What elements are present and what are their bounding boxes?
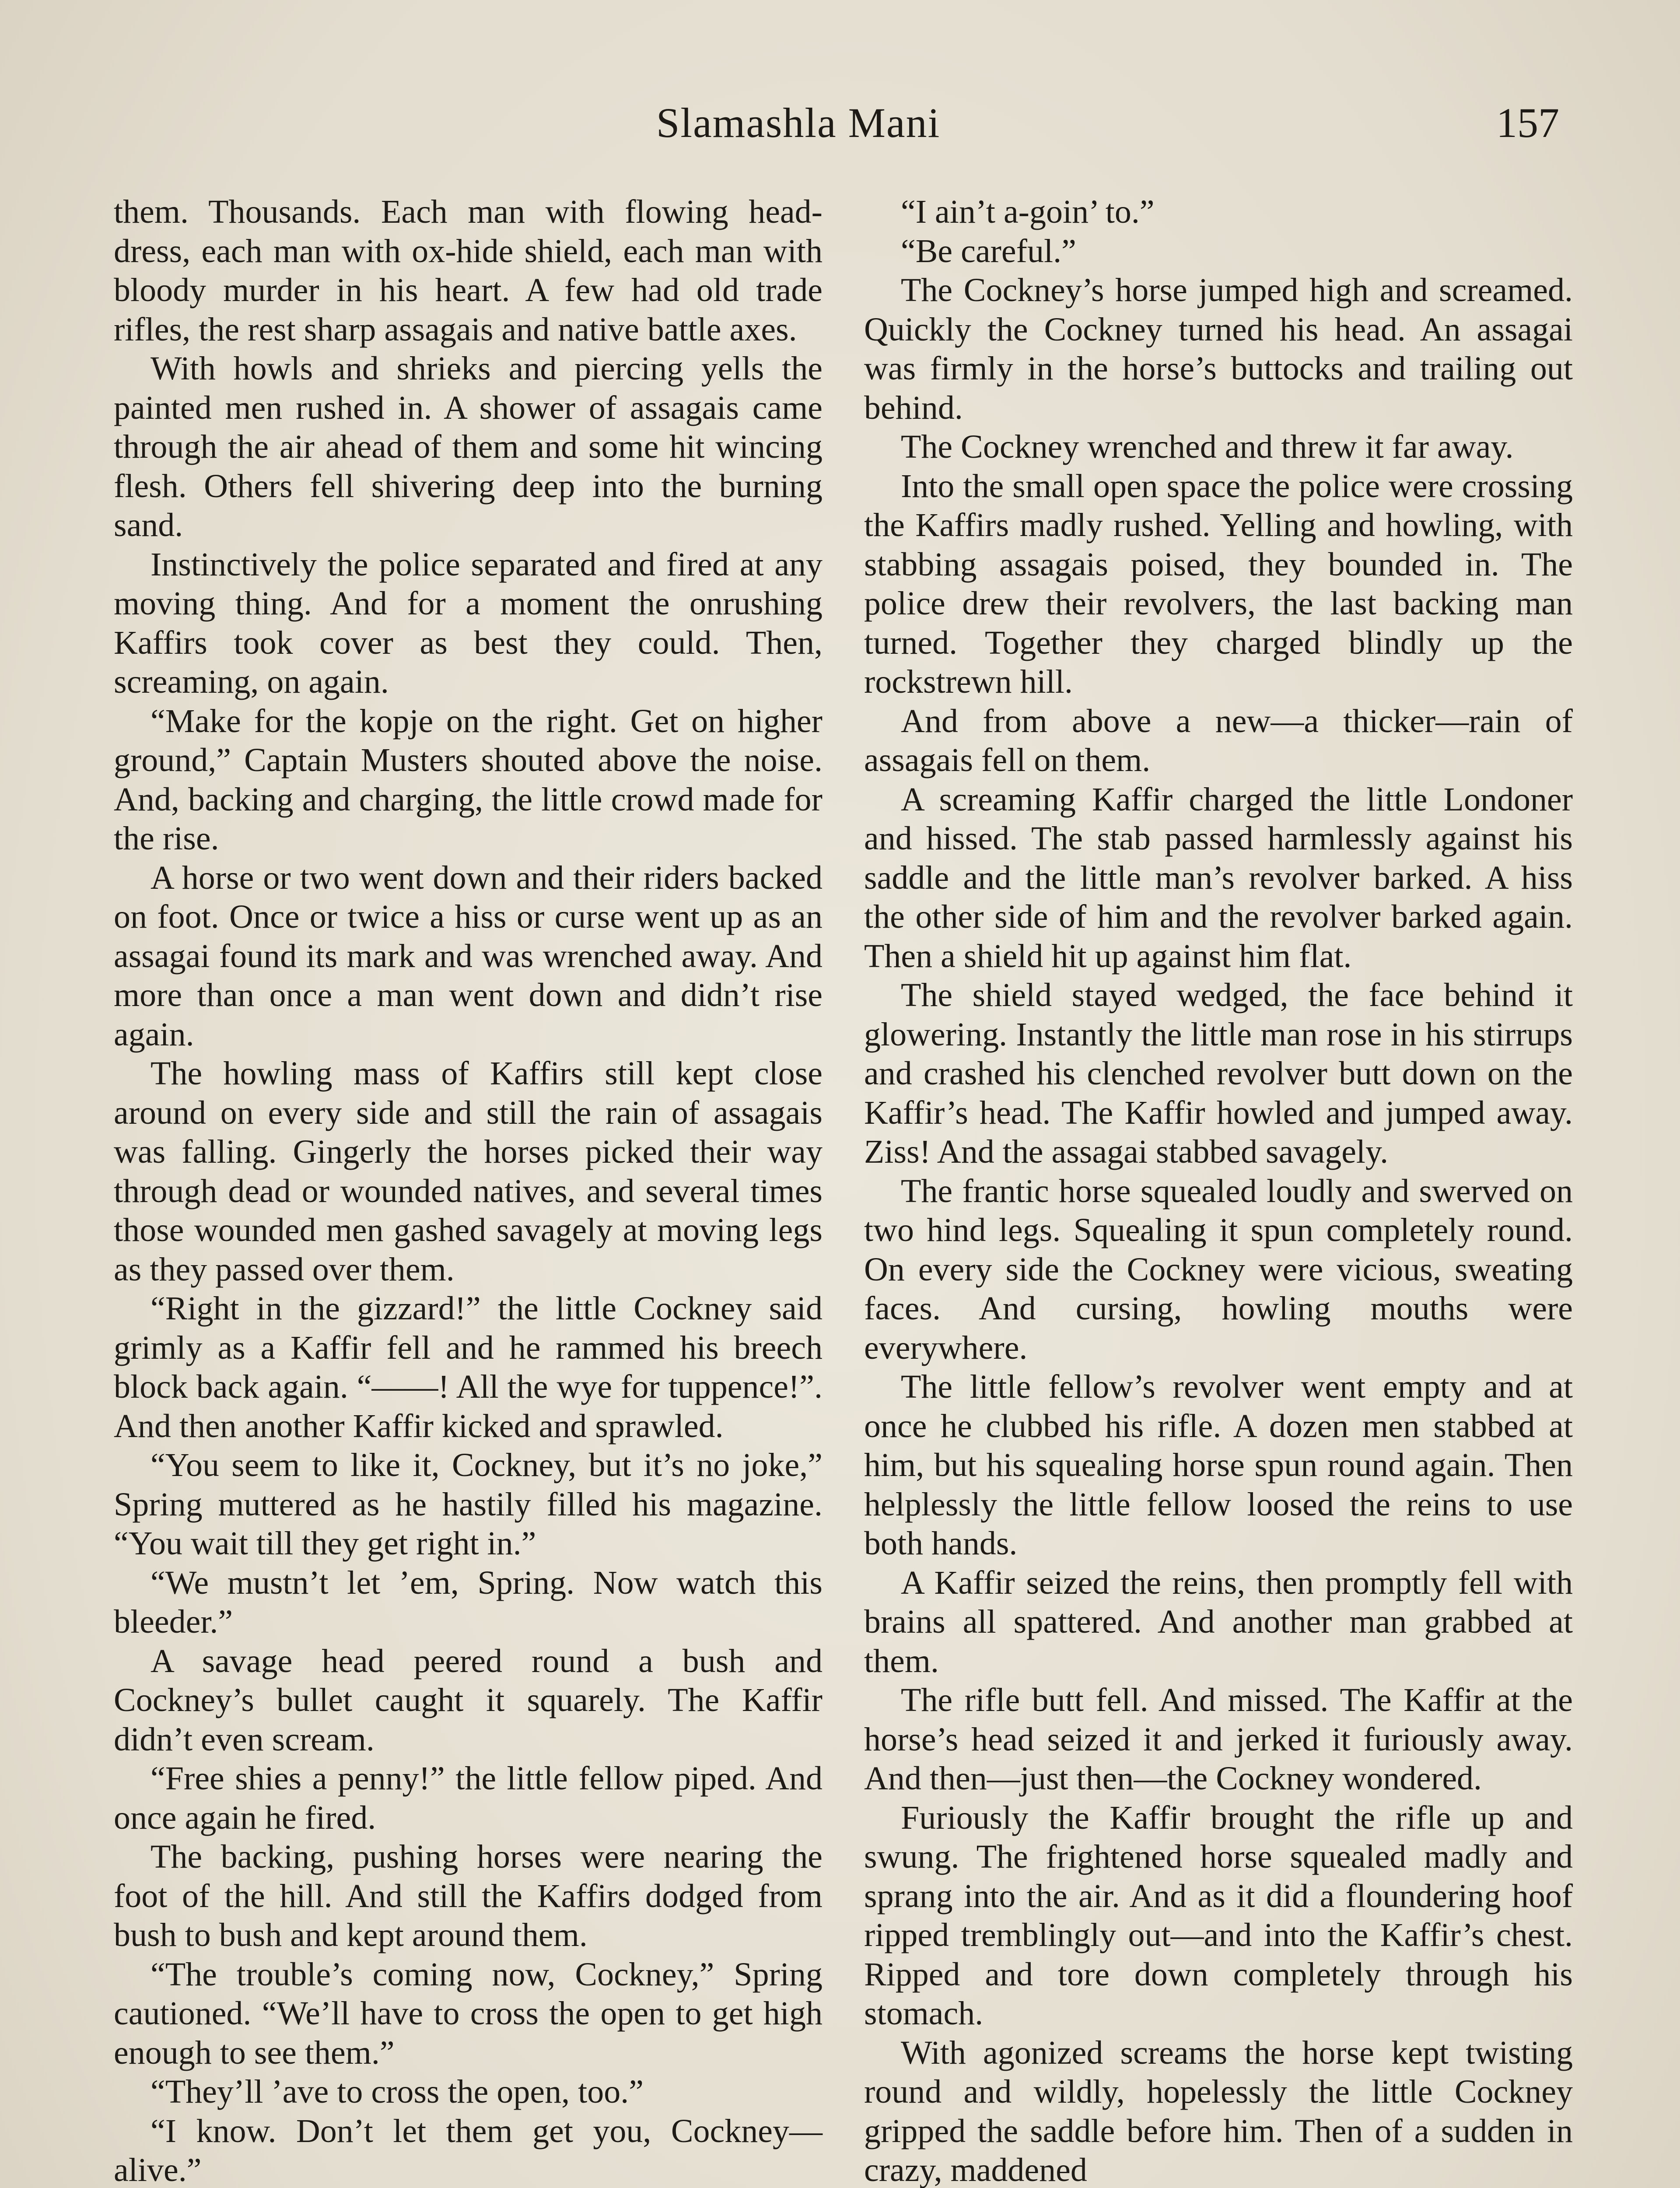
paragraph: A Kaffir seized the reins, then promptly fell with brains all spattered. And another man grabbed at them. <box>864 1564 1573 1680</box>
text-column-left <box>114 193 822 2188</box>
paragraph: Into the small open space the police were crossing the Kaffirs madly rushed. Yelling and howling, with stabbing assagais poised, they bounded in. The police drew their revolvers, the last backing man turned. Together they charged blindly up the rockstrewn hill. <box>864 467 1573 700</box>
running-title: Slamashla Mani <box>656 99 941 146</box>
paragraph: “The trouble’s coming now, Cockney,” Spring cautioned. “We’ll have to cross the open to get high enough to see them.” <box>114 1956 822 2071</box>
paragraph: them. Thousands. Each man with flowing head-dress, each man with ox-hide shield, each man with bloody murder in his heart. A few had old trade rifles, the rest sharp assagais and native battle axes. <box>114 193 822 348</box>
paragraph: With agonized screams the horse kept twisting round and wildly, hopelessly the little Cockney gripped the saddle before him. Then of a sudden in crazy, maddened <box>864 2034 1573 2188</box>
paragraph: “I ain’t a-goin’ to.” <box>901 193 1155 230</box>
paragraph: The howling mass of Kaffirs still kept close around on every side and still the rain of assagais was falling. Gingerly the horses picked their way through dead or wounded natives, and several times those wounded men gashed savagely at moving legs as they passed over them. <box>114 1055 822 1288</box>
paragraph: “You seem to like it, Cockney, but it’s no joke,” Spring muttered as he hastily filled his magazine. “You wait till they get right in.” <box>114 1447 822 1562</box>
page-number: 157 <box>1496 99 1559 146</box>
text-column-right <box>864 193 1573 2188</box>
paragraph: The little fellow’s revolver went empty and at once he clubbed his rifle. A dozen men stabbed at him, but his squealing horse spun round again. Then helplessly the little fellow loosed the reins to use both hands. <box>864 1368 1573 1562</box>
paragraph: Furiously the Kaffir brought the rifle up and swung. The frightened horse squealed madly and sprang into the air. And as it did a floundering hoof ripped tremblingly out—and into the Kaffir’s chest. Ripped and tore down completely through his stomach. <box>864 1799 1573 2032</box>
paragraph: “Make for the kopje on the right. Get on higher ground,” Captain Musters shouted above the noise. And, backing and charging, the little crowd made for the rise. <box>114 702 822 857</box>
paragraph: “I know. Don’t let them get you, Cockney—alive.” <box>114 2112 822 2188</box>
paragraph: The Cockney’s horse jumped high and screamed. Quickly the Cockney turned his head. An assagai was firmly in the horse’s buttocks and trailing out behind. <box>864 272 1573 426</box>
paragraph: “We mustn’t let ’em, Spring. Now watch this bleeder.” <box>114 1564 822 1640</box>
paragraph: The backing, pushing horses were nearing the foot of the hill. And still the Kaffirs dodged from bush to bush and kept around them. <box>114 1838 822 1953</box>
paragraph: The rifle butt fell. And missed. The Kaffir at the horse’s head seized it and jerked it furiously away. And then—just then—the Cockney wondered. <box>864 1682 1573 1797</box>
paragraph: With howls and shrieks and piercing yells the painted men rushed in. A shower of assagais came through the air ahead of them and some hit wincing flesh. Others fell shivering deep into the burning sand. <box>114 350 822 543</box>
paragraph: A screaming Kaffir charged the little Londoner and hissed. The stab passed harmlessly against his saddle and the little man’s revolver barked. A hiss the other side of him and the revolver barked again. Then a shield hit up against him flat. <box>864 781 1573 975</box>
paragraph: “They’ll ’ave to cross the open, too.” <box>150 2073 644 2110</box>
paragraph: A horse or two went down and their riders backed on foot. Once or twice a hiss or curse went up as an assagai found its mark and was wrenched away. And more than once a man went down and didn’t rise again. <box>114 859 822 1053</box>
paragraph: “Be careful.” <box>901 232 1076 270</box>
paragraph: And from above a new—a thicker—rain of assagais fell on them. <box>864 702 1573 778</box>
paragraph: A savage head peered round a bush and Cockney’s bullet caught it squarely. The Kaffir didn’t even scream. <box>114 1642 822 1758</box>
running-head <box>0 98 1680 155</box>
paragraph: “Free shies a penny!” the little fellow piped. And once again he fired. <box>114 1760 822 1836</box>
paragraph: Instinctively the police separated and fired at any moving thing. And for a moment the onrushing Kaffirs took cover as best they could. Then, screaming, on again. <box>114 546 822 700</box>
paragraph: “Right in the gizzard!” the little Cockney said grimly as a Kaffir fell and he rammed his breech block back again. “——! All the wye for tuppence!”. And then another Kaffir kicked and sprawled. <box>114 1290 822 1445</box>
paragraph: The shield stayed wedged, the face behind it glowering. Instantly the little man rose in his stirrups and crashed his clenched revolver butt down on the Kaffir’s head. The Kaffir howled and jumped away. Ziss! And the assagai stabbed savagely. <box>864 977 1573 1170</box>
paragraph: The frantic horse squealed loudly and swerved on two hind legs. Squealing it spun completely round. On every side the Cockney were vicious, sweating faces. And cursing, howling mouths were everywhere. <box>864 1172 1573 1366</box>
paragraph: The Cockney wrenched and threw it far away. <box>901 428 1514 465</box>
